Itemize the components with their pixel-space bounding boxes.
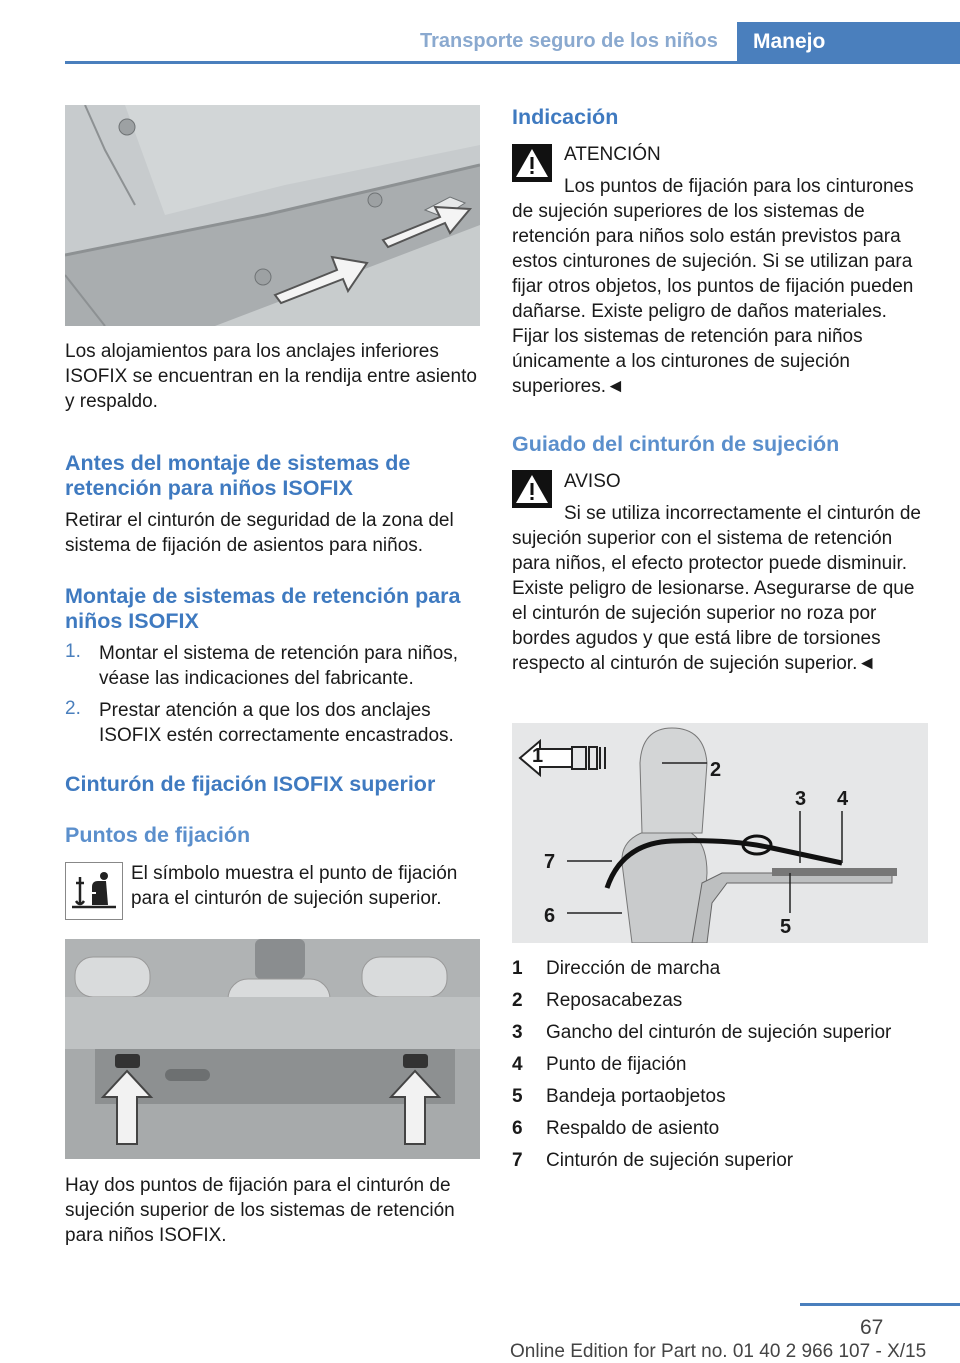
heading-mounting-isofix: Montaje de sistemas de retención para niños ISOFIX (65, 584, 461, 633)
header-rule (65, 61, 960, 64)
caption-isofix-lower-anchors: Los alojamientos para los anclajes inferiores ISOFIX se encuentran en la rendija entre asiento y respaldo. (65, 341, 477, 412)
legend-number: 2 (512, 990, 523, 1011)
legend-number: 7 (512, 1150, 523, 1171)
photo-isofix-seat-gap (65, 105, 480, 326)
diagram-label-5: 5 (780, 916, 792, 938)
attention-text: Los puntos de fijación para los cinturones de sujeción superiores de los sistemas de retención para niños solo están previstos para estos cinturones de sujeción. Si se utilizan para fijar otros objetos, los puntos de fijación pueden dañarse. Existe peligro de daños materiales. Fijar los sistemas de retención para niños únicamente a los cinturones de sujeción superiores.◄ (512, 176, 914, 397)
running-header-section: Transporte seguro de los niños (420, 30, 718, 52)
legend-number: 5 (512, 1086, 523, 1107)
diagram-tether-routing (512, 723, 928, 943)
diagram-label-3: 3 (795, 788, 807, 810)
legend-text: Punto de fijación (546, 1054, 687, 1075)
legend-text: Bandeja portaobjetos (546, 1086, 726, 1107)
heading-indication: Indicación (512, 105, 619, 129)
notice-text: Si se utiliza incorrectamente el cinturón de sujeción superior con el sistema de retención para niños, el efecto protector puede disminuir. Existe peligro de lesionarse. Asegurarse de que el cinturón de sujeción superior no roza por bordes agudos y que está libre de torsiones respecto al cinturón de sujeción superior.◄ (512, 503, 921, 674)
diagram-label-1: 1 (532, 745, 544, 767)
legend-text: Reposacabezas (546, 990, 683, 1011)
legend-text: Cinturón de sujeción superior (546, 1150, 794, 1171)
heading-before-mounting: Antes del montaje de sistemas de retención para niños ISOFIX (65, 451, 411, 500)
legend-text: Gancho del cinturón de sujeción superior (546, 1022, 892, 1043)
footer-rule (800, 1303, 960, 1306)
paragraph-symbol: El símbolo muestra el punto de fijación para el cinturón de sujeción superior. (131, 863, 458, 909)
online-edition-note: Online Edition for Part no. 01 40 2 966 107 - X/15 (510, 1341, 927, 1362)
page-number: 67 (860, 1316, 884, 1339)
legend-number: 3 (512, 1022, 523, 1043)
legend-number: 1 (512, 958, 523, 979)
notice-label: AVISO (564, 471, 621, 492)
caption-two-anchor-points: Hay dos puntos de fijación para el cinturón de sujeción superior de los sistemas de retención para niños ISOFIX. (65, 1175, 455, 1246)
attention-label: ATENCIÓN (564, 144, 661, 165)
tether-anchor-symbol-icon (65, 862, 123, 920)
heading-anchor-points: Puntos de fijación (65, 823, 251, 847)
legend-text: Respaldo de asiento (546, 1118, 720, 1139)
paragraph-before-mounting: Retirar el cinturón de seguridad de la zona del sistema de fijación de asientos para niños. (65, 510, 454, 556)
diagram-label-2: 2 (710, 759, 722, 781)
step-text: Montar el sistema de retención para niños, véase las indicaciones del fabricante. (99, 643, 459, 689)
step-text: Prestar atención a que los dos anclajes ISOFIX estén correctamente encastrados. (99, 700, 454, 746)
chapter-tab-label: Manejo (753, 30, 826, 53)
photo-rear-shelf-anchors (65, 939, 480, 1159)
diagram-label-7: 7 (544, 851, 556, 873)
step-number: 2. (65, 698, 81, 719)
chapter-tab (737, 22, 960, 64)
legend-number: 4 (512, 1054, 523, 1075)
step-number: 1. (65, 641, 81, 662)
diagram-label-6: 6 (544, 905, 556, 927)
heading-isofix-top-tether: Cinturón de fijación ISOFIX superior (65, 772, 436, 796)
legend-text: Dirección de marcha (546, 958, 721, 979)
heading-tether-routing: Guiado del cinturón de sujeción (512, 432, 840, 456)
diagram-label-4: 4 (837, 788, 849, 810)
legend-number: 6 (512, 1118, 523, 1139)
